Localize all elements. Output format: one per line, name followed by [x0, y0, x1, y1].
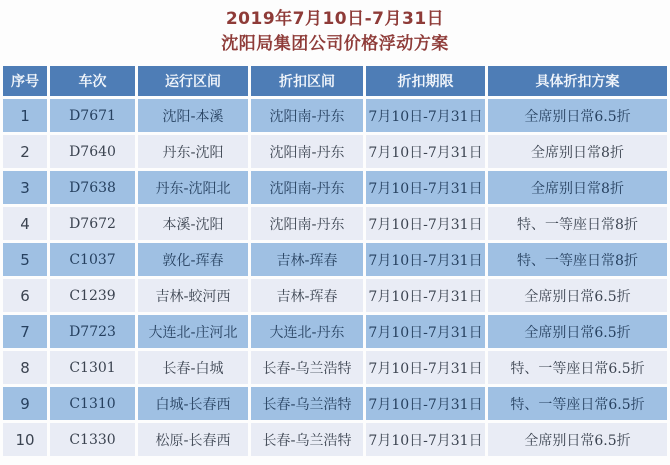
cell-train-number: C1239 — [50, 279, 135, 312]
header-train-number: 车次 — [50, 66, 135, 96]
cell-discount-plan: 全席别日常6.5折 — [488, 99, 667, 132]
cell-route: 丹东-沈阳北 — [138, 171, 248, 204]
cell-train-number: C1330 — [50, 423, 135, 456]
cell-index: 9 — [3, 387, 47, 420]
cell-train-number: C1310 — [50, 387, 135, 420]
table-row — [3, 207, 667, 240]
cell-route: 沈阳-本溪 — [138, 99, 248, 132]
table-row — [3, 351, 667, 384]
table-row — [3, 135, 667, 168]
table-row — [3, 279, 667, 312]
cell-discount-period: 7月10日-7月31日 — [366, 207, 485, 240]
cell-discount-plan: 特、一等座日常8折 — [488, 243, 667, 276]
cell-route: 本溪-沈阳 — [138, 207, 248, 240]
table-header — [3, 66, 667, 96]
table-row — [3, 243, 667, 276]
table-row — [3, 99, 667, 132]
cell-train-number: C1037 — [50, 243, 135, 276]
cell-index: 4 — [3, 207, 47, 240]
cell-train-number: D7672 — [50, 207, 135, 240]
table-row — [3, 171, 667, 204]
cell-index: 3 — [3, 171, 47, 204]
cell-discount-section: 长春-乌兰浩特 — [251, 387, 363, 420]
title-company-scheme: 沈阳局集团公司价格浮动方案 — [221, 34, 449, 54]
cell-discount-section: 沈阳南-丹东 — [251, 99, 363, 132]
cell-discount-section: 沈阳南-丹东 — [251, 207, 363, 240]
cell-discount-plan: 特、一等座日常8折 — [488, 207, 667, 240]
table-header-row — [3, 66, 667, 96]
title-date-range: 2019年7月10日-7月31日 — [225, 9, 445, 29]
cell-route: 松原-长春西 — [138, 423, 248, 456]
cell-discount-section: 吉林-珲春 — [251, 279, 363, 312]
cell-discount-plan: 全席别日常8折 — [488, 135, 667, 168]
cell-discount-plan: 特、一等座日常6.5折 — [488, 351, 667, 384]
cell-discount-section: 吉林-珲春 — [251, 243, 363, 276]
cell-discount-plan: 特、一等座日常6.5折 — [488, 387, 667, 420]
table-row — [3, 423, 667, 456]
cell-discount-section: 沈阳南-丹东 — [251, 135, 363, 168]
cell-index: 10 — [3, 423, 47, 456]
cell-discount-period: 7月10日-7月31日 — [366, 279, 485, 312]
cell-discount-plan: 全席别日常6.5折 — [488, 279, 667, 312]
cell-train-number: C1301 — [50, 351, 135, 384]
cell-discount-period: 7月10日-7月31日 — [366, 387, 485, 420]
cell-discount-period: 7月10日-7月31日 — [366, 243, 485, 276]
cell-index: 7 — [3, 315, 47, 348]
header-index: 序号 — [3, 66, 47, 96]
cell-discount-plan: 全席别日常6.5折 — [488, 315, 667, 348]
header-route: 运行区间 — [138, 66, 248, 96]
cell-index: 6 — [3, 279, 47, 312]
table-row — [3, 315, 667, 348]
header-discount-plan: 具体折扣方案 — [488, 66, 667, 96]
header-discount-period: 折扣期限 — [366, 66, 485, 96]
cell-discount-section: 大连北-丹东 — [251, 315, 363, 348]
cell-discount-plan: 全席别日常8折 — [488, 171, 667, 204]
page-title — [0, 0, 670, 57]
table-body — [3, 99, 667, 456]
cell-route: 敦化-珲春 — [138, 243, 248, 276]
table-row — [3, 387, 667, 420]
cell-discount-period: 7月10日-7月31日 — [366, 423, 485, 456]
cell-index: 5 — [3, 243, 47, 276]
cell-train-number: D7671 — [50, 99, 135, 132]
cell-route: 长春-白城 — [138, 351, 248, 384]
cell-discount-period: 7月10日-7月31日 — [366, 99, 485, 132]
cell-discount-period: 7月10日-7月31日 — [366, 351, 485, 384]
cell-discount-plan: 全席别日常6.5折 — [488, 423, 667, 456]
cell-train-number: D7638 — [50, 171, 135, 204]
cell-route: 丹东-沈阳 — [138, 135, 248, 168]
header-discount-section: 折扣区间 — [251, 66, 363, 96]
fare-table — [0, 63, 670, 459]
cell-discount-section: 沈阳南-丹东 — [251, 171, 363, 204]
cell-route: 吉林-蛟河西 — [138, 279, 248, 312]
cell-index: 1 — [3, 99, 47, 132]
cell-discount-section: 长春-乌兰浩特 — [251, 351, 363, 384]
cell-train-number: D7723 — [50, 315, 135, 348]
cell-route: 大连北-庄河北 — [138, 315, 248, 348]
cell-discount-period: 7月10日-7月31日 — [366, 135, 485, 168]
cell-discount-period: 7月10日-7月31日 — [366, 171, 485, 204]
cell-train-number: D7640 — [50, 135, 135, 168]
cell-discount-period: 7月10日-7月31日 — [366, 315, 485, 348]
cell-route: 白城-长春西 — [138, 387, 248, 420]
cell-index: 2 — [3, 135, 47, 168]
cell-index: 8 — [3, 351, 47, 384]
cell-discount-section: 长春-乌兰浩特 — [251, 423, 363, 456]
